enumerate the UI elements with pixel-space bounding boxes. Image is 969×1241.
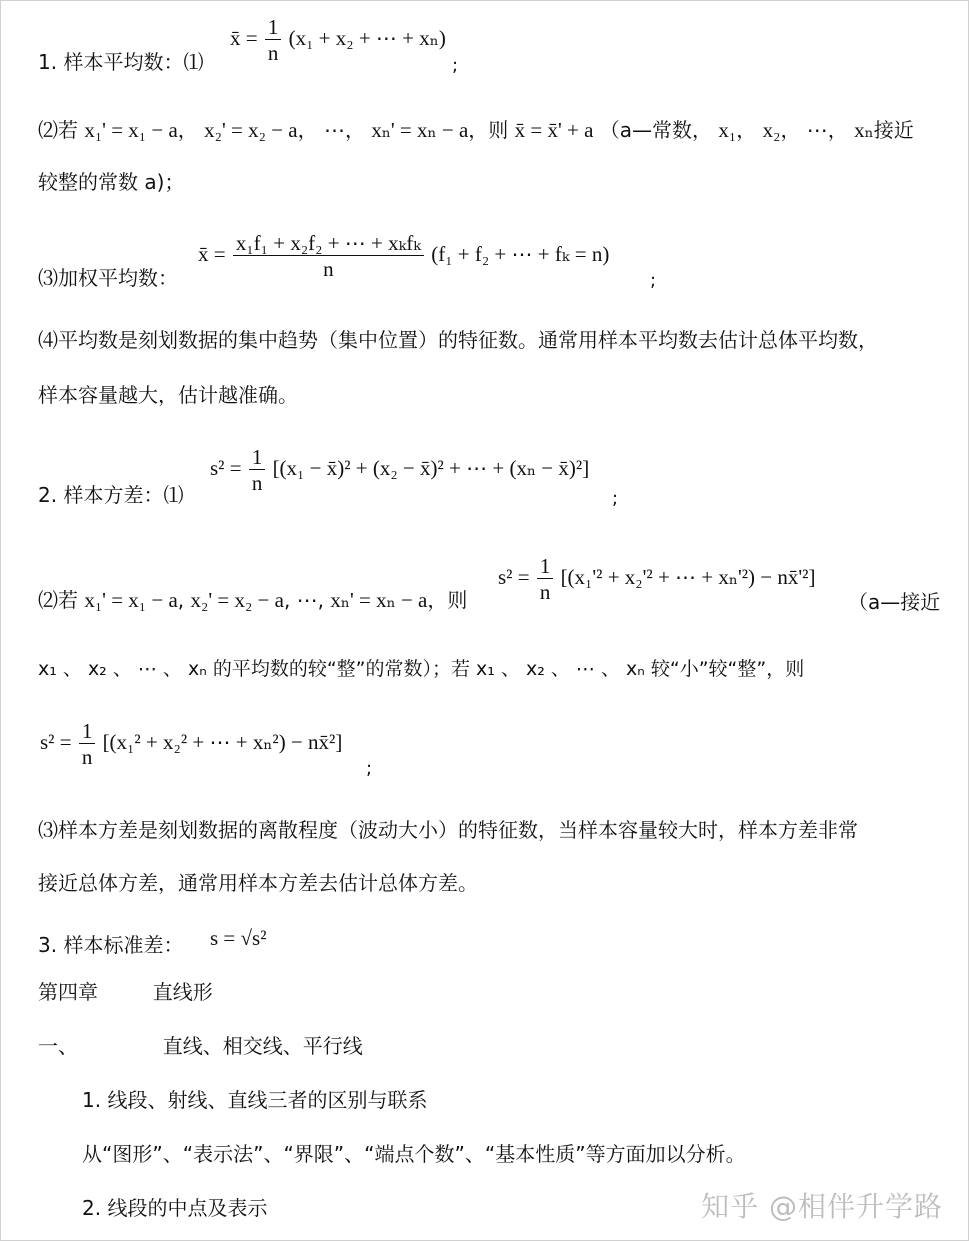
variance-desc-line1: ⑶样本方差是刻划数据的离散程度（波动大小）的特征数，当样本容量较大时，样本方差非常	[38, 818, 858, 842]
var-xn: xₙ	[854, 118, 874, 142]
numerator: 1	[265, 16, 282, 40]
shift-variance-formula	[498, 555, 815, 603]
semicolon: ;	[452, 55, 459, 76]
denominator: n	[539, 580, 551, 605]
shift-variance-line: ⑵若 x₁' = x₁ − a, x₂' = x₂ − a, ⋯, xₙ' = xₙ − a，则	[38, 588, 468, 612]
formula-rhs: [(x₁'² + x₂'² + ⋯ + xₙ'²) − nx̄'²]	[560, 564, 816, 589]
then: ，则	[468, 118, 509, 142]
small-variance-formula	[40, 720, 342, 768]
section-heading	[38, 1036, 363, 1056]
formula-lhs: x̄ =	[198, 241, 226, 266]
shift-mean-line2: 较整的常数 a)；	[38, 170, 185, 194]
semicolon: ;	[650, 270, 657, 291]
prefix: ⑵若	[38, 118, 78, 142]
formula-lhs: s² =	[210, 455, 242, 480]
formula-rhs: [(x₁² + x₂² + ⋯ + xₙ²) − nx̄²]	[102, 729, 343, 754]
formula-lhs: s² =	[498, 564, 530, 589]
mean-desc-line1: ⑷平均数是刻划数据的集中趋势（集中位置）的特征数。通常用样本平均数去估计总体平均数，	[38, 328, 878, 352]
formula-lhs: x̄ =	[230, 25, 258, 50]
formula-rhs: (f₁ + f₂ + ⋯ + fₖ = n)	[431, 241, 610, 266]
denominator: n	[251, 471, 263, 496]
variance-formula	[210, 446, 589, 494]
item-1-desc: 从“图形”、“表示法”、“界限”、“端点个数”、“基本性质”等方面加以分析。	[82, 1142, 746, 1166]
fraction	[537, 555, 554, 603]
numerator: 1	[249, 446, 266, 470]
item-1: 1. 线段、射线、直线三者的区别与联系	[82, 1088, 428, 1112]
variance-desc-line2: 接近总体方差，通常用样本方差去估计总体方差。	[38, 871, 478, 895]
numerator: 1	[537, 555, 554, 579]
fraction	[265, 16, 282, 64]
denominator: n	[81, 745, 93, 770]
section-name: 直线、相交线、平行线	[162, 1034, 363, 1058]
ellipsis: ⋯	[806, 118, 828, 142]
weighted-mean-formula	[198, 232, 609, 280]
weighted-mean-label: ⑶加权平均数：	[38, 266, 178, 290]
sample-mean-formula	[230, 16, 446, 64]
var-x1: x₁	[718, 118, 737, 142]
eq-x2: x₂' = x₂ − a	[204, 118, 298, 142]
prefix: ⑵若	[38, 588, 78, 612]
eq-xn: xₙ' = xₙ − a	[330, 588, 428, 612]
variance-label: 2. 样本方差：⑴	[38, 483, 184, 507]
formula-lhs: s² =	[40, 729, 72, 754]
numerator: x₁f₁ + x₂f₂ + ⋯ + xₖfₖ	[233, 232, 424, 256]
mean-desc-line2: 样本容量越大，估计越准确。	[38, 383, 298, 407]
chapter-title	[38, 982, 213, 1002]
shift-variance-line2: x₁ 、 x₂ 、 ⋯ 、 xₙ 的平均数的较“整”的常数）；若 x₁ 、 x₂ 、 ⋯ 、 xₙ 较“小”较“整”，则	[38, 658, 805, 680]
formula-rhs: (x₁ + x₂ + ⋯ + xₙ)	[288, 25, 446, 50]
chapter-number: 第四章	[38, 980, 98, 1004]
fraction	[79, 720, 96, 768]
semicolon: ;	[612, 488, 619, 509]
fraction	[249, 446, 266, 494]
chapter-name: 直线形	[152, 980, 213, 1004]
then: ，则	[427, 588, 468, 612]
ellipsis: ⋯	[296, 588, 318, 612]
constant-note: （a—接近	[848, 590, 941, 614]
watermark: 知乎 @相伴升学路	[701, 1190, 943, 1223]
fraction	[233, 232, 424, 280]
eq-mean: x̄ = x̄' + a	[514, 118, 594, 142]
denominator: n	[323, 257, 334, 282]
std-dev-label: 3. 样本标准差：	[38, 933, 184, 957]
numerator: 1	[79, 720, 96, 744]
formula-rhs: [(x₁ − x̄)² + (x₂ − x̄)² + ⋯ + (xₙ − x̄)²]	[272, 455, 590, 480]
eq-x1: x₁' = x₁ − a	[84, 118, 178, 142]
item-2: 2. 线段的中点及表示	[82, 1196, 268, 1220]
eq-x2: x₂' = x₂ − a	[190, 588, 284, 612]
section-number: 一、	[38, 1034, 78, 1058]
approach-text: 接近	[873, 118, 914, 142]
denominator: n	[267, 41, 279, 66]
std-dev-formula: s = √s²	[210, 926, 267, 950]
ellipsis: ⋯	[323, 118, 345, 142]
var-x2: x₂	[762, 118, 781, 142]
eq-x1: x₁' = x₁ − a	[84, 588, 178, 612]
shift-mean-line: ⑵若 x₁' = x₁ − a， x₂' = x₂ − a， ⋯， xₙ' = xₙ − a，则 x̄ = x̄' + a （a—常数， x₁， x₂， ⋯， xₙ接近	[38, 118, 914, 142]
semicolon: ;	[366, 758, 373, 779]
sample-mean-label: 1. 样本平均数：⑴	[38, 50, 204, 74]
eq-xn: xₙ' = xₙ − a	[371, 118, 469, 142]
constant-note: （a—常数，	[599, 118, 713, 142]
